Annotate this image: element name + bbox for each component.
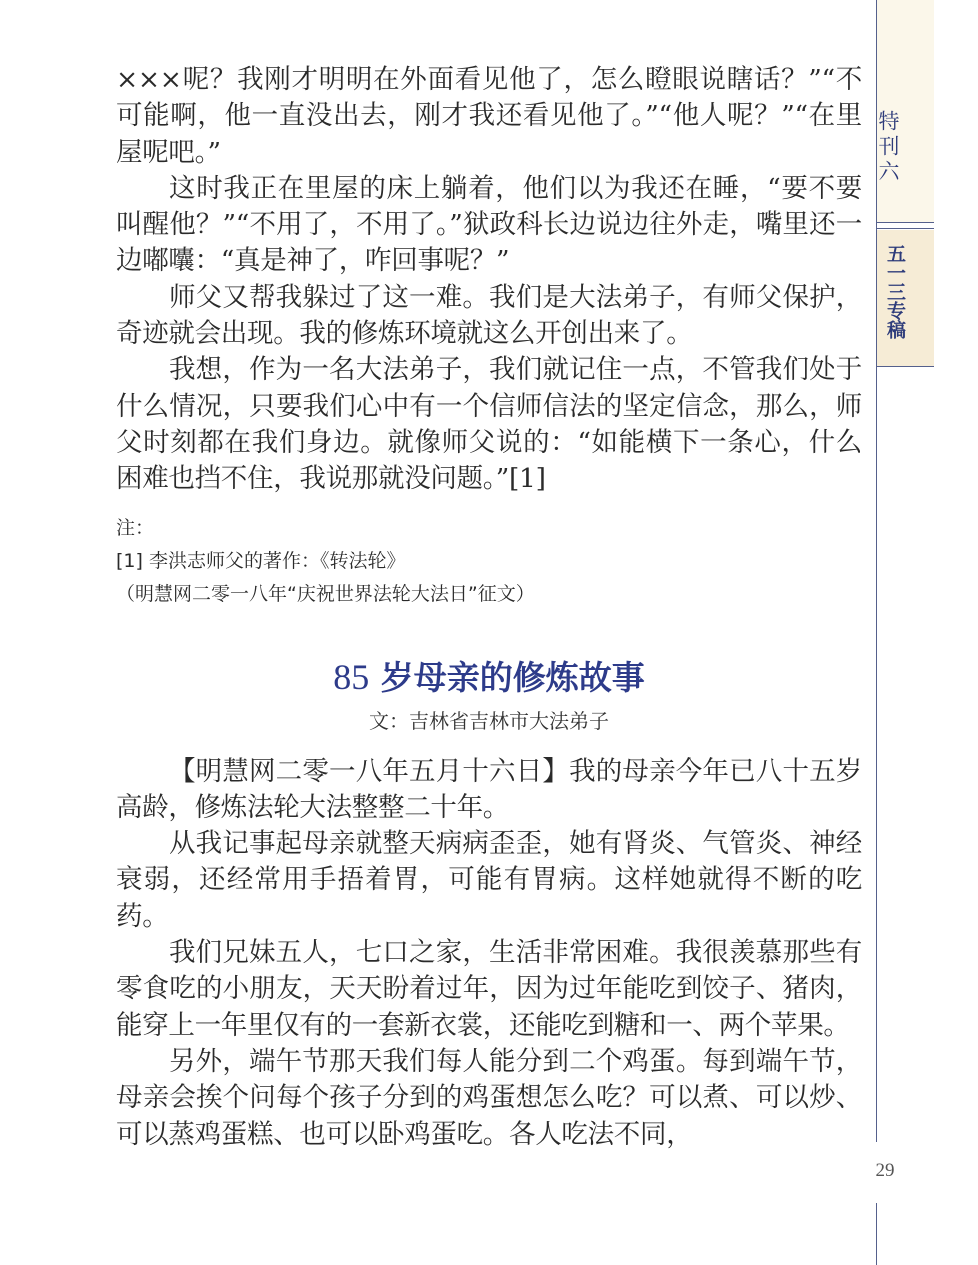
page-number: 29 xyxy=(875,1160,895,1181)
article-title xyxy=(116,655,862,700)
tab-special-issue-label: 特刊六 xyxy=(876,110,900,185)
paragraph: 从我记事起母亲就整天病病歪歪，她有肾炎、气管炎、神经衰弱，还经常用手捂着胃，可能有胃病。这样她就得不断的吃药。 xyxy=(116,828,862,932)
paragraph: 师父又帮我躲过了这一难。我们是大法弟子，有师父保护，奇迹就会出现。我的修炼环境就这么开创出来了。 xyxy=(116,281,862,350)
notes-heading: 注： xyxy=(116,516,155,539)
side-rule xyxy=(876,1203,877,1265)
article-source: （明慧网二零一八年“庆祝世界法轮大法日”征文） xyxy=(116,582,535,605)
paragraph: 我想，作为一名大法弟子，我们就记住一点，不管我们处于什么情况，只要我们心中有一个信师信法的坚定信念，那么，师父时刻都在我们身边。就像师父说的：“如能横下一条心，什么困难也挡不住，我说那就没问题。”[1] xyxy=(116,354,862,495)
article-title-number: 85 xyxy=(333,656,370,697)
article-title-text: 岁母亲的修炼故事 xyxy=(380,657,645,697)
tab-divider xyxy=(877,228,934,229)
paragraph: 我们兄妹五人，七口之家，生活非常困难。我很羡慕那些有零食吃的小朋友，天天盼着过年，因为过年能吃到饺子、猪肉，能穿上一年里仅有的一套新衣裳，还能吃到糖和一、两个苹果。 xyxy=(116,937,862,1041)
paragraph: 另外，端午节那天我们每人能分到二个鸡蛋。每到端午节，母亲会挨个问每个孩子分到的鸡蛋想怎么吃？可以煮、可以炒、可以蒸鸡蛋糕、也可以卧鸡蛋吃。各人吃法不同， xyxy=(116,1045,862,1150)
paragraph: ×××呢？我刚才明明在外面看见他了，怎么瞪眼说瞎话？”“不可能啊，他一直没出去，刚才我还看见他了。”“他人呢？”“在里屋呢吧。” xyxy=(116,64,862,168)
footnote-reference: [1] 李洪志师父的著作：《转法轮》 xyxy=(116,549,406,572)
tab-divider xyxy=(877,222,934,223)
article-byline: 文：吉林省吉林市大法弟子 xyxy=(369,708,609,733)
footnotes xyxy=(116,512,862,611)
tab-divider xyxy=(877,366,934,367)
paragraph: 这时我正在里屋的床上躺着，他们以为我还在睡，“要不要叫醒他？”“不用了，不用了。”狱政科长边说边往外走，嘴里还一边嘟囔：“真是神了，咋回事呢？” xyxy=(116,172,862,277)
tab-section-label: 五一三专稿 xyxy=(884,244,906,339)
side-tab xyxy=(876,0,934,1265)
paragraph: 【明慧网二零一八年五月十六日】我的母亲今年已八十五岁高龄，修炼法轮大法整整二十年。 xyxy=(116,755,862,823)
page-body xyxy=(116,62,862,1153)
